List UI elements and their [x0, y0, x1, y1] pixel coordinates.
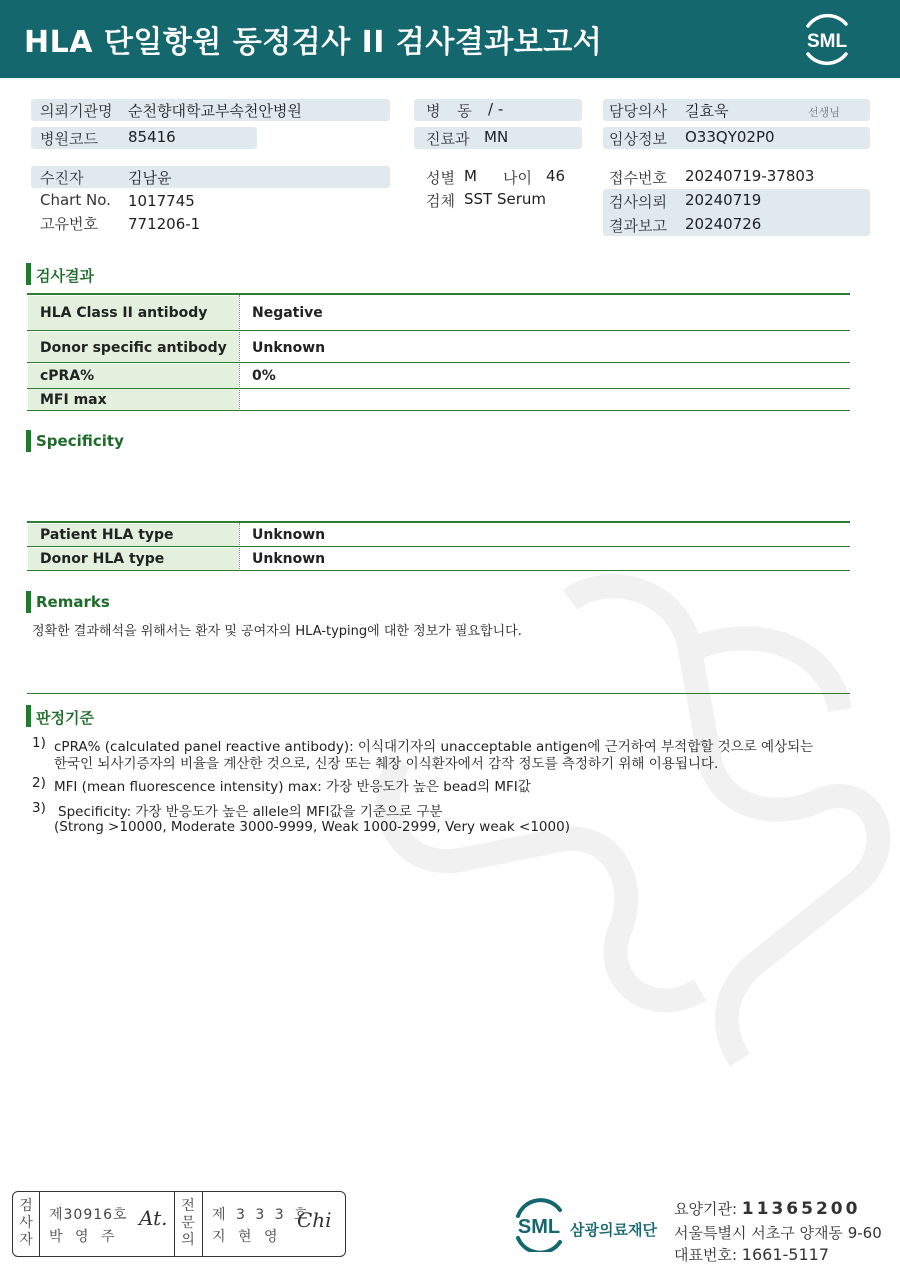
phone-label: 대표번호: — [674, 1246, 738, 1264]
section-marker — [26, 263, 31, 285]
table-rule — [27, 330, 850, 331]
unique-no-label: 고유번호 — [40, 215, 98, 233]
table-rule — [27, 546, 850, 547]
criteria-line: (Strong >10000, Moderate 3000-9999, Weak 1000-2999, Very weak <1000) — [54, 819, 570, 835]
info-bar — [31, 166, 390, 188]
chart-no-label: Chart No. — [40, 191, 111, 209]
result-key: cPRA% — [40, 368, 95, 384]
chart-no-value: 1017745 — [128, 192, 195, 210]
stamp-divider — [39, 1192, 40, 1256]
sml-logo-icon — [798, 12, 856, 66]
remarks-text: 정확한 결과해석을 위해서는 환자 및 공여자의 HLA-typing에 대한 정보가 필요합니다. — [32, 624, 522, 639]
table-rule — [27, 388, 850, 389]
specificity-key: Patient HLA type — [40, 527, 174, 543]
table-rule — [27, 570, 850, 571]
institution-label: 의뢰기관명 — [40, 102, 113, 120]
institution-code-label: 요양기관: — [674, 1200, 738, 1218]
stamp-license: 제30916호 — [49, 1207, 128, 1223]
patient-label: 수진자 — [40, 169, 84, 187]
specificity-value: Unknown — [252, 551, 326, 567]
org-name: 삼광의료재단 — [570, 1221, 657, 1239]
stamp-role-label: 전 문 의 — [181, 1198, 195, 1248]
sml-footer-logo-icon — [510, 1198, 568, 1252]
doctor-suffix: 선생님 — [808, 106, 840, 119]
criteria-line: cPRA% (calculated panel reactive antibody): 이식대기자의 unacceptable antigen에 근거하여 부적합할 것으로 예상되는 — [54, 739, 814, 755]
sex-label: 성별 — [426, 169, 455, 187]
stamp-divider — [174, 1192, 175, 1256]
specimen-value: SST Serum — [464, 190, 547, 208]
doctor-label: 담당의사 — [609, 102, 667, 120]
stamp-name: 지 현 영 — [212, 1229, 282, 1245]
result-value: Unknown — [252, 340, 326, 356]
stamp-divider — [202, 1192, 203, 1256]
criteria-num: 3) — [32, 800, 46, 816]
criteria-line: 한국인 뇌사기증자의 비율을 계산한 것으로, 신장 또는 췌장 이식환자에서 감작 정도를 측정하기 위해 이용됩니다. — [54, 756, 719, 772]
specificity-title: Specificity — [36, 432, 124, 450]
sex-value: M — [464, 167, 477, 185]
table-divider — [239, 295, 240, 411]
section-marker — [26, 430, 31, 452]
remarks-title: Remarks — [36, 593, 110, 611]
department-value: MN — [484, 128, 509, 146]
request-date-label: 검사의뢰 — [609, 193, 667, 211]
stamp-license: 제 3 3 3 호 — [212, 1207, 311, 1223]
specimen-label: 검체 — [426, 192, 455, 210]
section-marker — [26, 591, 31, 613]
result-key: MFI max — [40, 392, 107, 408]
result-key: HLA Class II antibody — [40, 305, 208, 321]
stamp-name: 박 영 주 — [49, 1229, 119, 1245]
criteria-title: 판정기준 — [36, 709, 94, 727]
department-label: 진료과 — [426, 130, 470, 148]
signature-stamp — [12, 1191, 346, 1257]
results-title: 검사결과 — [36, 267, 94, 285]
clinical-info-value: O33QY02P0 — [685, 128, 775, 146]
ward-value: / - — [488, 100, 504, 118]
unique-no-value: 771206-1 — [128, 215, 201, 233]
org-address: 서울특별시 서초구 양재동 9-60 — [674, 1224, 882, 1242]
report-date-label: 결과보고 — [609, 217, 667, 235]
specificity-key: Donor HLA type — [40, 551, 165, 567]
org-phone — [674, 1244, 829, 1265]
table-rule — [27, 362, 850, 363]
report-title: HLA 단일항원 동정검사 II 검사결과보고서 — [24, 25, 603, 60]
section-marker — [26, 705, 31, 727]
stamp-role-label: 검 사 자 — [19, 1198, 33, 1248]
table-rule — [27, 521, 850, 523]
institution-code — [674, 1198, 860, 1219]
receipt-no-label: 접수번호 — [609, 169, 667, 187]
table-rule — [27, 410, 850, 411]
criteria-line: Specificity: 가장 반응도가 높은 allele의 MFI값을 기준으로 구분 — [58, 804, 443, 820]
signature-mark: At. — [139, 1206, 168, 1230]
ward-label: 병 동 — [426, 102, 478, 120]
table-divider — [239, 523, 240, 571]
criteria-line: MFI (mean fluorescence intensity) max: 가장 반응도가 높은 bead의 MFI값 — [54, 779, 531, 795]
result-key: Donor specific antibody — [40, 340, 227, 356]
result-value: 0% — [252, 368, 276, 384]
receipt-no-value: 20240719-37803 — [685, 167, 815, 185]
criteria-num: 1) — [32, 735, 46, 751]
signature-mark: Chi — [297, 1208, 332, 1232]
request-date-value: 20240719 — [685, 191, 762, 209]
age-value: 46 — [546, 167, 566, 185]
clinical-info-label: 임상정보 — [609, 130, 667, 148]
age-label: 나이 — [503, 169, 532, 187]
result-value: Negative — [252, 305, 323, 321]
hospital-code-value: 85416 — [128, 128, 176, 146]
hospital-code-label: 병원코드 — [40, 130, 98, 148]
table-rule — [27, 293, 850, 295]
specificity-value: Unknown — [252, 527, 326, 543]
criteria-num: 2) — [32, 775, 46, 791]
institution-code-value: 11365200 — [741, 1199, 861, 1219]
sml-footer-logo-text: SML — [517, 1216, 561, 1238]
report-date-value: 20240726 — [685, 215, 762, 233]
section-rule — [27, 693, 850, 694]
phone-value: 1661-5117 — [741, 1245, 830, 1264]
patient-value: 김남윤 — [128, 169, 172, 187]
sml-logo-text: SML — [806, 31, 848, 52]
institution-value: 순천향대학교부속천안병원 — [128, 102, 302, 120]
report-header — [0, 0, 900, 78]
doctor-value: 길효욱 — [685, 102, 729, 120]
